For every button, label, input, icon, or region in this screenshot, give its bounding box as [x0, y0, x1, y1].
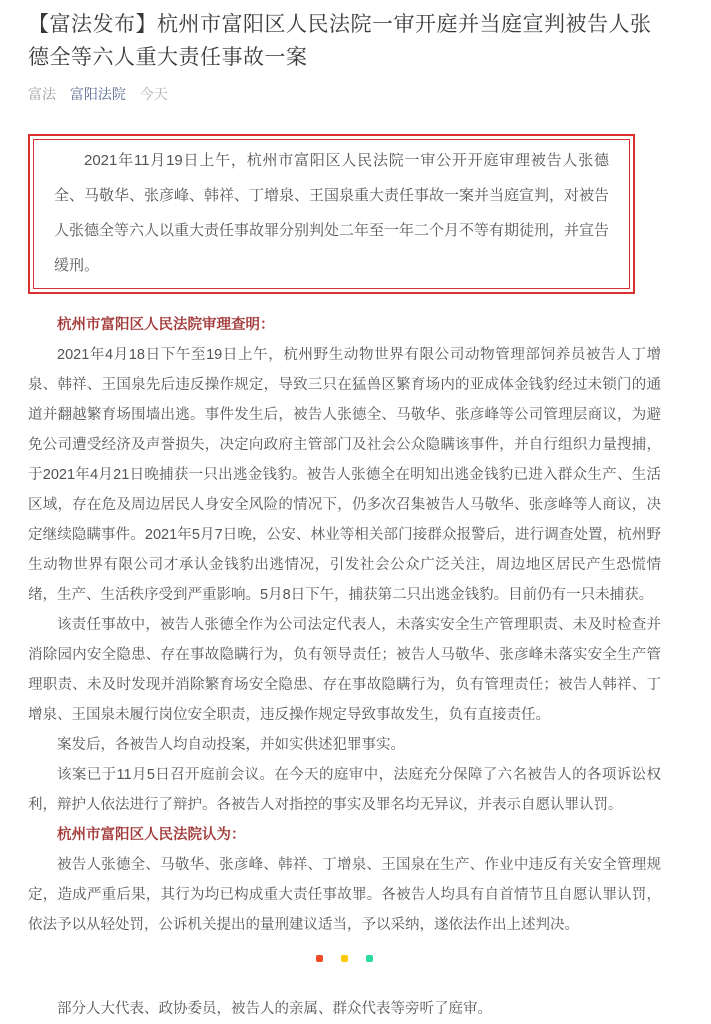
article-meta	[28, 84, 661, 104]
meta-account-link[interactable]: 富阳法院	[69, 86, 126, 102]
page-title: 【富法发布】杭州市富阳区人民法院一审开庭并当庭宣判被告人张德全等六人重大责任事故一案	[28, 13, 652, 69]
section-heading-opinion: 杭州市富阳区人民法院认为：	[57, 827, 246, 843]
paragraph-surrender: 案发后，各被告人均自动投案，并如实供述犯罪事实。	[57, 737, 405, 753]
closing-paragraph: 部分人大代表、政协委员，被告人的亲属、群众代表等旁听了庭审。	[57, 1001, 492, 1017]
dots-separator	[28, 949, 661, 969]
paragraph-responsibility: 该责任事故中，被告人张德全作为公司法定代表人，未落实安全生产管理职责、未及时检查并消除园内安全隐患、存在事故隐瞒行为，负有领导责任；被告人马敬华、张彦峰未落实安全生产管理职责、未及时发现并消除繁育场安全隐患、存在事故隐瞒行为，负有管理责任；被告人韩祥、丁增泉、王国泉未履行岗位安全职责，违反操作规定导致事故发生，负有直接责任。	[28, 617, 661, 723]
yellow-dot-icon	[341, 955, 348, 962]
verdict-summary-text: 2021年11月19日上午，杭州市富阳区人民法院一审公开开庭审理被告人张德全、马敬华、张彦峰、韩祥、丁增泉、王国泉重大责任事故一案并当庭宣判，对被告人张德全等六人以重大责任事故罪分别判处二年至一年二个月不等有期徒刑，并宣告缓刑。	[54, 152, 610, 274]
paragraph-case-facts: 2021年4月18日下午至19日上午，杭州野生动物世界有限公司动物管理部饲养员被告人丁增泉、韩祥、王国泉先后违反操作规定，导致三只在猛兽区繁育场内的亚成体金钱豹经过未锁门的通道并翻越繁育场围墙出逃。事件发生后，被告人张德全、马敬华、张彦峰等公司管理层商议，为避免公司遭受经济及声誉损失，决定向政府主管部门及社会公众隐瞒该事件，并自行组织力量搜捕，于2021年4月21日晚捕获一只出逃金钱豹。被告人张德全在明知出逃金钱豹已进入群众生产、生活区域，存在危及周边居民人身安全风险的情况下，仍多次召集被告人马敬华、张彦峰等人商议，决定继续隐瞒事件。2021年5月7日晚，公安、林业等相关部门接群众报警后，进行调查处置，杭州野生动物世界有限公司才承认金钱豹出逃情况，引发社会公众广泛关注，周边地区居民产生恐慌情绪，生产、生活秩序受到严重影响。5月8日下午，捕获第二只出逃金钱豹。目前仍有一只未捕获。	[28, 347, 661, 603]
article-body	[28, 310, 661, 1024]
section-heading-findings: 杭州市富阳区人民法院审理查明：	[57, 317, 275, 333]
green-dot-icon	[366, 955, 373, 962]
verdict-highlight-box	[28, 134, 635, 294]
orange-dot-icon	[316, 955, 323, 962]
paragraph-trial-process: 该案已于11月5日召开庭前会议。在今天的庭审中，法庭充分保障了六名被告人的各项诉讼权利，辩护人依法进行了辩护。各被告人对指控的事实及罪名均无异议，并表示自愿认罪认罚。	[28, 767, 661, 813]
meta-time: 今天	[139, 86, 168, 102]
verdict-highlight-inner	[33, 139, 630, 289]
paragraph-court-opinion: 被告人张德全、马敬华、张彦峰、韩祥、丁增泉、王国泉在生产、作业中违反有关安全管理规定，造成严重后果，其行为均已构成重大责任事故罪。各被告人均具有自首情节且自愿认罪认罚，依法予以从轻处罚，公诉机关提出的量刑建议适当，予以采纳，遂依法作出上述判决。	[28, 857, 661, 933]
meta-source: 富法	[28, 86, 56, 102]
